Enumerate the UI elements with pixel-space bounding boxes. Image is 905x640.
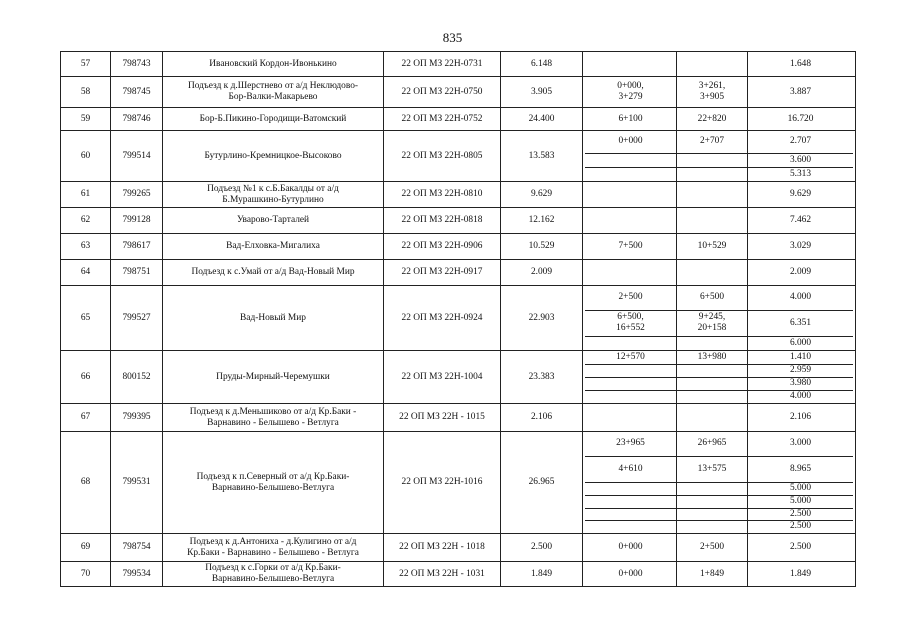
segment-row	[585, 153, 853, 167]
segment-row	[585, 286, 853, 310]
road-name: Подъезд к д.Шерстнево от а/д Неклюдово- Бор-Валки-Макарьево	[163, 77, 384, 108]
segment-length: 2.106	[789, 412, 812, 423]
segment-length: 5.000	[748, 495, 854, 508]
road-name: Бор-Б.Пикино-Городищи-Ватомский	[163, 108, 384, 131]
segment-row	[585, 260, 853, 285]
segment-row	[585, 495, 853, 508]
segment-length: 2.500	[748, 508, 854, 520]
segments-table	[585, 234, 853, 259]
segment-end: 1+849	[677, 562, 748, 586]
segment-start	[585, 208, 677, 233]
segment-row	[585, 131, 853, 153]
segment-row	[585, 52, 853, 76]
road-name: Ивановский Кордон-Ивонькино	[163, 52, 384, 77]
segments-table	[585, 286, 853, 350]
segments-cell	[583, 260, 856, 286]
segment-end: 13+980	[677, 351, 748, 364]
segment-row	[585, 562, 853, 586]
road-length: 13.583	[501, 131, 583, 182]
segment-start	[585, 377, 677, 390]
road-name: Подъезд №1 к с.Б.Бакалды от а/д Б.Мурашкино-Бутурлино	[163, 182, 384, 208]
road-length: 22.903	[501, 286, 583, 351]
segments-table	[585, 77, 853, 107]
road-name: Подъезд к с.Умай от а/д Вад-Новый Мир	[163, 260, 384, 286]
segments-cell	[583, 562, 856, 587]
segment-end	[677, 508, 748, 520]
row-number: 64	[61, 260, 111, 286]
table-row	[61, 108, 856, 131]
segments-cell	[583, 131, 856, 182]
segments-cell	[583, 208, 856, 234]
road-length: 2.106	[501, 404, 583, 432]
segments-table	[585, 351, 853, 403]
road-identifier: 22 ОП МЗ 22Н-0906	[384, 234, 501, 260]
road-length: 2.009	[501, 260, 583, 286]
segment-end: 2+500	[677, 534, 748, 561]
segments-cell	[583, 108, 856, 131]
segment-length: 2.959	[748, 364, 854, 377]
segment-start	[585, 520, 677, 533]
segment-end	[677, 182, 748, 207]
road-code: 798746	[111, 108, 163, 131]
segment-row	[585, 482, 853, 495]
segment-start	[585, 182, 677, 207]
table-row	[61, 182, 856, 208]
road-name: Пруды-Мирный-Черемушки	[163, 351, 384, 404]
segment-length: 3.887	[789, 86, 812, 97]
road-code: 799265	[111, 182, 163, 208]
row-number: 60	[61, 131, 111, 182]
segment-length: 4.000	[789, 391, 812, 402]
road-identifier: 22 ОП МЗ 22Н - 1031	[384, 562, 501, 587]
segments-table	[585, 108, 853, 130]
road-length: 26.965	[501, 432, 583, 534]
table-row	[61, 432, 856, 534]
segment-start: 6+500, 16+552	[585, 310, 677, 336]
segments-table	[585, 52, 853, 76]
segment-length: 7.462	[789, 215, 812, 226]
segment-row	[585, 234, 853, 259]
road-code: 800152	[111, 351, 163, 404]
road-length: 3.905	[501, 77, 583, 108]
table-row	[61, 404, 856, 432]
table-row	[61, 208, 856, 234]
segments-cell	[583, 534, 856, 562]
roads-table	[60, 51, 856, 587]
segment-start: 7+500	[585, 234, 677, 259]
segment-end	[677, 208, 748, 233]
segment-length: 1.648	[789, 58, 812, 69]
segment-row	[585, 208, 853, 233]
segment-row	[585, 336, 853, 350]
table-row	[61, 260, 856, 286]
segment-length: 4.000	[748, 286, 854, 310]
road-length: 10.529	[501, 234, 583, 260]
segment-row	[585, 377, 853, 390]
road-length: 6.148	[501, 52, 583, 77]
road-code: 799534	[111, 562, 163, 587]
segment-row	[585, 364, 853, 377]
road-name: Уварово-Тарталей	[163, 208, 384, 234]
segment-row	[585, 508, 853, 520]
segment-start	[585, 153, 677, 167]
segment-length: 3.600	[748, 153, 854, 167]
segment-end	[677, 482, 748, 495]
road-name: Вад-Елховка-Мигалиха	[163, 234, 384, 260]
segment-row	[585, 182, 853, 207]
table-row	[61, 77, 856, 108]
road-identifier: 22 ОП МЗ 22Н - 1015	[384, 404, 501, 432]
segment-start: 2+500	[585, 286, 677, 310]
segment-start	[585, 404, 677, 431]
road-length: 2.500	[501, 534, 583, 562]
segment-end	[677, 390, 748, 403]
segment-length: 2.009	[789, 267, 812, 278]
segment-start: 0+000	[585, 534, 677, 561]
segment-length: 1.410	[748, 351, 854, 364]
table-row	[61, 234, 856, 260]
segment-end: 9+245, 20+158	[677, 310, 748, 336]
row-number: 67	[61, 404, 111, 432]
segment-end: 6+500	[677, 286, 748, 310]
table-row	[61, 534, 856, 562]
segment-length: 3.000	[748, 432, 854, 456]
segment-row	[585, 390, 853, 403]
segment-row	[585, 404, 853, 431]
road-identifier: 22 ОП МЗ 22Н-0750	[384, 77, 501, 108]
segment-start: 4+610	[585, 456, 677, 482]
row-number: 63	[61, 234, 111, 260]
segment-row	[585, 534, 853, 561]
segments-table	[585, 562, 853, 586]
road-code: 799514	[111, 131, 163, 182]
road-length: 9.629	[501, 182, 583, 208]
row-number: 58	[61, 77, 111, 108]
road-identifier: 22 ОП МЗ 22Н-0752	[384, 108, 501, 131]
segment-row	[585, 77, 853, 107]
segments-cell	[583, 52, 856, 77]
segments-cell	[583, 234, 856, 260]
road-name: Подъезд к д.Меньшиково от а/д Кр.Баки - Варнавино - Белышево - Ветлуга	[163, 404, 384, 432]
road-name: Подъезд к п.Северный от а/д Кр.Баки- Варнавино-Белышево-Ветлуга	[163, 432, 384, 534]
segment-start	[585, 260, 677, 285]
segment-start	[585, 167, 677, 181]
segment-start	[585, 482, 677, 495]
segment-length: 2.707	[748, 131, 854, 153]
row-number: 70	[61, 562, 111, 587]
road-identifier: 22 ОП МЗ 22Н-0917	[384, 260, 501, 286]
segment-row	[585, 310, 853, 336]
segment-start: 0+000, 3+279	[585, 77, 677, 107]
segment-length: 3.029	[789, 241, 812, 252]
segment-end	[677, 167, 748, 181]
segment-end	[677, 377, 748, 390]
segment-start: 0+000	[585, 131, 677, 153]
road-code: 798754	[111, 534, 163, 562]
segment-row	[585, 520, 853, 533]
page-number: 835	[442, 30, 463, 45]
road-identifier: 22 ОП МЗ 22Н-0818	[384, 208, 501, 234]
segment-end: 22+820	[677, 108, 748, 130]
segment-length: 5.313	[789, 168, 812, 179]
row-number: 59	[61, 108, 111, 131]
segment-length: 8.965	[748, 456, 854, 482]
segment-length: 2.500	[789, 542, 812, 553]
road-identifier: 22 ОП МЗ 22Н-1004	[384, 351, 501, 404]
segment-end	[677, 404, 748, 431]
segment-length: 2.500	[789, 521, 812, 532]
table-row	[61, 562, 856, 587]
road-code: 799531	[111, 432, 163, 534]
segment-row	[585, 108, 853, 130]
segment-end	[677, 364, 748, 377]
segment-start: 0+000	[585, 562, 677, 586]
table-row	[61, 351, 856, 404]
row-number: 65	[61, 286, 111, 351]
segments-cell	[583, 351, 856, 404]
segment-end	[677, 52, 748, 76]
row-number: 66	[61, 351, 111, 404]
segment-end	[677, 153, 748, 167]
road-code: 798745	[111, 77, 163, 108]
segments-cell	[583, 182, 856, 208]
segments-table	[585, 182, 853, 207]
segment-length: 3.980	[748, 377, 854, 390]
segment-end: 13+575	[677, 456, 748, 482]
segment-start	[585, 508, 677, 520]
row-number: 68	[61, 432, 111, 534]
segment-end: 3+261, 3+905	[677, 77, 748, 107]
segment-end	[677, 520, 748, 533]
segment-length: 6.351	[748, 310, 854, 336]
row-number: 57	[61, 52, 111, 77]
segment-start: 12+570	[585, 351, 677, 364]
road-name: Подъезд к д.Антониха - д.Кулигино от а/д Кр.Баки - Варнавино - Белышево - Ветлуга	[163, 534, 384, 562]
table-row	[61, 131, 856, 182]
segments-table	[585, 534, 853, 561]
road-length: 12.162	[501, 208, 583, 234]
road-code: 798617	[111, 234, 163, 260]
segment-row	[585, 432, 853, 456]
row-number: 61	[61, 182, 111, 208]
road-identifier: 22 ОП МЗ 22Н - 1018	[384, 534, 501, 562]
segment-start: 6+100	[585, 108, 677, 130]
road-identifier: 22 ОП МЗ 22Н-0805	[384, 131, 501, 182]
road-identifier: 22 ОП МЗ 22Н-1016	[384, 432, 501, 534]
segments-cell	[583, 432, 856, 534]
segment-row	[585, 167, 853, 181]
road-identifier: 22 ОП МЗ 22Н-0924	[384, 286, 501, 351]
row-number: 69	[61, 534, 111, 562]
road-name: Подъезд к с.Горки от а/д Кр.Баки- Варнавино-Белышево-Ветлуга	[163, 562, 384, 587]
segments-cell	[583, 286, 856, 351]
table-row	[61, 52, 856, 77]
road-code: 798743	[111, 52, 163, 77]
table-row	[61, 286, 856, 351]
segment-start	[585, 495, 677, 508]
segment-end: 10+529	[677, 234, 748, 259]
segment-end: 26+965	[677, 432, 748, 456]
segments-cell	[583, 404, 856, 432]
segments-table	[585, 131, 853, 181]
segments-table	[585, 404, 853, 431]
road-length: 23.383	[501, 351, 583, 404]
segment-length: 6.000	[789, 337, 812, 348]
road-name: Бутурлино-Кремницкое-Высоково	[163, 131, 384, 182]
row-number: 62	[61, 208, 111, 234]
road-length: 1.849	[501, 562, 583, 587]
segment-start	[585, 390, 677, 403]
segments-table	[585, 208, 853, 233]
segment-row	[585, 351, 853, 364]
road-identifier: 22 ОП МЗ 22Н-0731	[384, 52, 501, 77]
segment-length: 1.849	[789, 568, 812, 579]
road-length: 24.400	[501, 108, 583, 131]
segment-start	[585, 52, 677, 76]
segment-start	[585, 336, 677, 350]
road-code: 799128	[111, 208, 163, 234]
road-code: 799395	[111, 404, 163, 432]
segment-start	[585, 364, 677, 377]
segment-end	[677, 336, 748, 350]
segment-row	[585, 456, 853, 482]
segment-length: 16.720	[787, 113, 814, 124]
segment-end: 2+707	[677, 131, 748, 153]
segments-cell	[583, 77, 856, 108]
road-identifier: 22 ОП МЗ 22Н-0810	[384, 182, 501, 208]
segment-length: 9.629	[789, 189, 812, 200]
segments-table	[585, 260, 853, 285]
road-code: 799527	[111, 286, 163, 351]
road-code: 798751	[111, 260, 163, 286]
segment-length: 5.000	[748, 482, 854, 495]
segment-end	[677, 260, 748, 285]
segments-table	[585, 432, 853, 533]
road-name: Вад-Новый Мир	[163, 286, 384, 351]
segment-start: 23+965	[585, 432, 677, 456]
segment-end	[677, 495, 748, 508]
